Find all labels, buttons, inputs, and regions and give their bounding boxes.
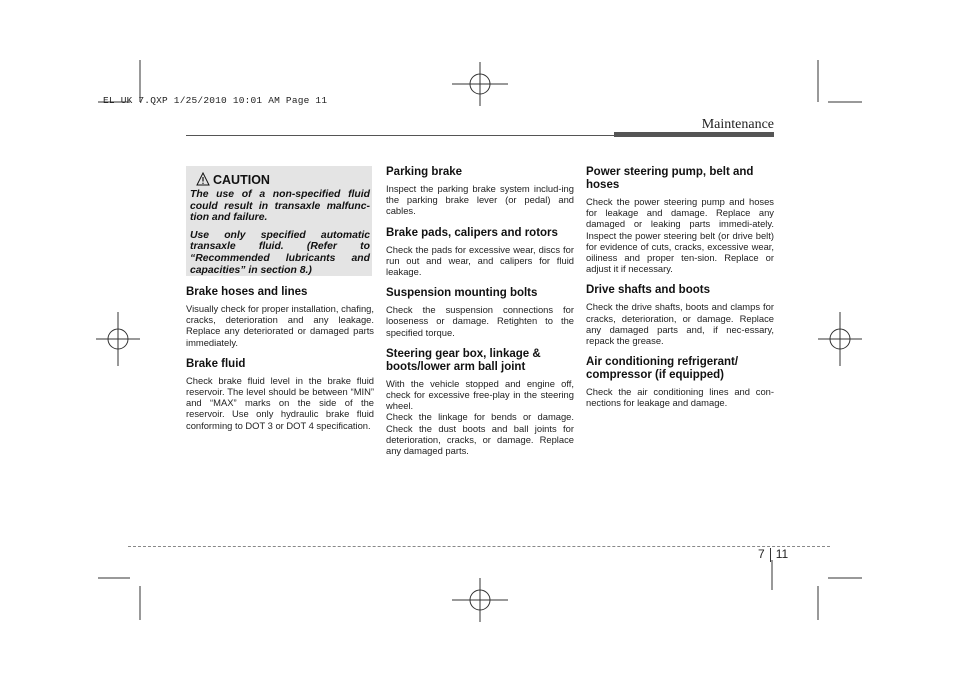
body-power-steering: Check the power steering pump and hoses for leakage and damage. Replace any damaged or leaking parts immedi-ately. Inspect the power steering belt (or drive belt) for evidence of cuts, cracks, excessive wear, oiliness and proper ten-sion. Replace or adjust it if necessary. — [586, 196, 774, 275]
caution-paragraph: The use of a non-specified fluid could result in transaxle malfunc-tion and failure. — [190, 189, 370, 224]
heading-brake-hoses: Brake hoses and lines — [186, 286, 308, 298]
registration-mark-bottom — [452, 578, 508, 622]
page-number-value: 11 — [775, 547, 789, 561]
registration-mark-top — [452, 62, 508, 106]
header-rule — [186, 135, 614, 136]
column-middle — [386, 166, 574, 466]
print-slug: EL UK 7.QXP 1/25/2010 10:01 AM Page 11 — [103, 95, 328, 106]
chapter-number: 7 — [758, 547, 765, 561]
header-rule-accent — [614, 132, 774, 137]
registration-mark-right — [818, 312, 862, 366]
body-brake-fluid: Check brake fluid level in the brake fluid reservoir. The level should be between “MIN” and “MAX” marks on the side of the reservoir. Use only hydraulic brake fluid conforming to DOT 3 or DOT 4 specification. — [186, 374, 374, 431]
body-parking-brake: Inspect the parking brake system includ-ing the parking brake lever (or pedal) and cables. — [386, 183, 574, 217]
warning-icon — [196, 172, 210, 186]
footer-divider — [128, 546, 830, 547]
page-number-separator — [770, 548, 771, 562]
body-suspension: Check the suspension connections for looseness or damage. Retighten to the specified torque. — [386, 304, 574, 338]
page-number — [758, 547, 788, 562]
heading-suspension: Suspension mounting bolts — [386, 287, 538, 300]
body-brake-pads: Check the pads for excessive wear, discs for run out and wear, and calipers for fluid leakage. — [386, 243, 574, 278]
body-air-conditioning: Check the air conditioning lines and con-nections for leakage and damage. — [586, 386, 774, 409]
heading-brake-fluid: Brake fluid — [186, 357, 246, 370]
heading-brake-pads: Brake pads, calipers and rotors — [386, 226, 558, 239]
section-title: Maintenance — [701, 117, 774, 132]
registration-mark-left — [96, 312, 140, 366]
heading-drive-shafts: Drive shafts and boots — [586, 284, 710, 297]
heading-power-steering: Power steering pump, belt and hoses — [586, 166, 754, 191]
heading-air-conditioning: Air conditioning refrigerant/ compressor (if equipped) — [586, 356, 739, 382]
heading-parking-brake: Parking brake — [386, 166, 463, 178]
body-drive-shafts: Check the drive shafts, boots and clamps for cracks, deterioration, or damage. Replace any damaged parts and, if nec-essary, repack the grease. — [586, 301, 774, 347]
column-left — [186, 286, 374, 441]
body-steering-gear-2: Check the linkage for bends or damage. Check the dust boots and ball joints for deterioration, cracks, or damage. Replace any damaged parts. — [386, 411, 574, 457]
column-right — [586, 166, 774, 419]
heading-steering-gear: Steering gear box, linkage & boots/lower arm ball joint — [386, 347, 541, 373]
body-brake-hoses: Visually check for proper installation, chafing, cracks, deterioration and any leakage. Replace any deteriorated or damaged parts immediately. — [186, 303, 374, 348]
body-steering-gear-1: With the vehicle stopped and engine off, check for excessive free-play in the steering wheel. — [386, 377, 574, 412]
caution-text — [190, 189, 370, 282]
caution-title: CAUTION — [213, 173, 270, 187]
caution-paragraph: Use only specified automatic transaxle fluid. (Refer to “Recommended lubricants and capacities” in section 8.) — [190, 229, 370, 276]
